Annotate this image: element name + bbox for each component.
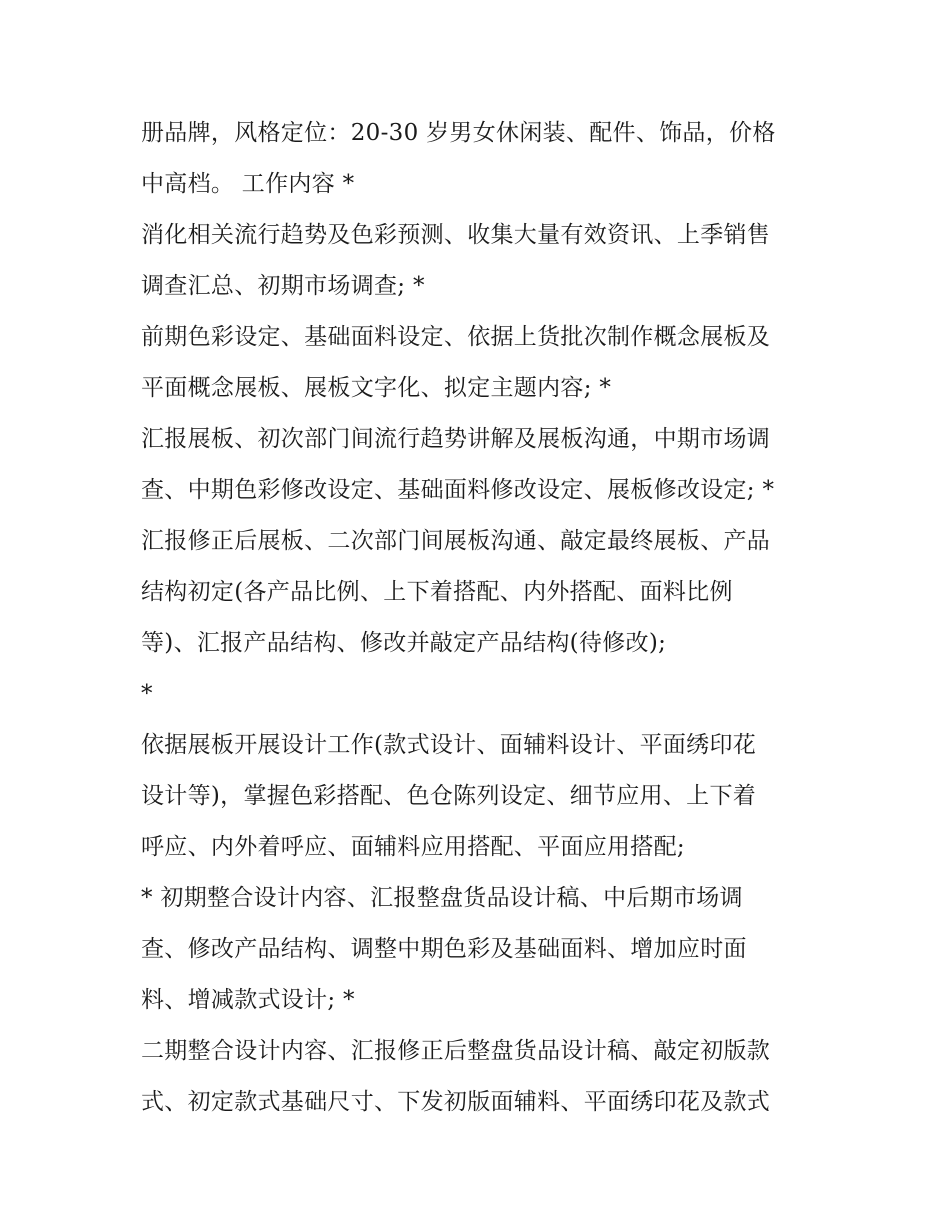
text-line: 料、增减款式设计; * [141, 987, 355, 1013]
text-line: 依据展板开展设计工作(款式设计、面辅料设计、平面绣印花 [141, 732, 757, 758]
text-line: 册品牌，风格定位：20-30 岁男女休闲装、配件、饰品，价格 [141, 120, 776, 146]
text-line: 调查汇总、初期市场调查; * [141, 273, 425, 299]
text-line: 二期整合设计内容、汇报修正后整盘货品设计稿、敲定初版款 [141, 1038, 771, 1064]
text-line: * 初期整合设计内容、汇报整盘货品设计稿、中后期市场调 [141, 885, 743, 911]
text-line: 呼应、内外着呼应、面辅料应用搭配、平面应用搭配; [141, 834, 685, 860]
text-line: 中高档。 工作内容 * [141, 171, 355, 197]
text-line: 式、初定款式基础尺寸、下发初版面辅料、平面绣印花及款式 [141, 1089, 771, 1115]
text-line: 平面概念展板、展板文字化、拟定主题内容; * [141, 375, 612, 401]
text-line: 结构初定(各产品比例、上下着搭配、内外搭配、面料比例 [141, 579, 733, 605]
text-line: 等)、汇报产品结构、修改并敲定产品结构(待修改); [141, 630, 667, 656]
text-line: 消化相关流行趋势及色彩预测、收集大量有效资讯、上季销售 [141, 222, 771, 248]
text-line: 设计等)，掌握色彩搭配、色仓陈列设定、细节应用、上下着 [141, 783, 757, 809]
text-line: 汇报展板、初次部门间流行趋势讲解及展板沟通，中期市场调 [141, 426, 771, 452]
text-line: 查、中期色彩修改设定、基础面料修改设定、展板修改设定; * [141, 477, 775, 503]
text-line: 查、修改产品结构、调整中期色彩及基础面料、增加应时面 [141, 936, 747, 962]
body-text [141, 108, 821, 1128]
text-line: 前期色彩设定、基础面料设定、依据上货批次制作概念展板及 [141, 324, 771, 350]
text-line: * [141, 681, 153, 707]
text-line: 汇报修正后展板、二次部门间展板沟通、敲定最终展板、产品 [141, 528, 771, 554]
